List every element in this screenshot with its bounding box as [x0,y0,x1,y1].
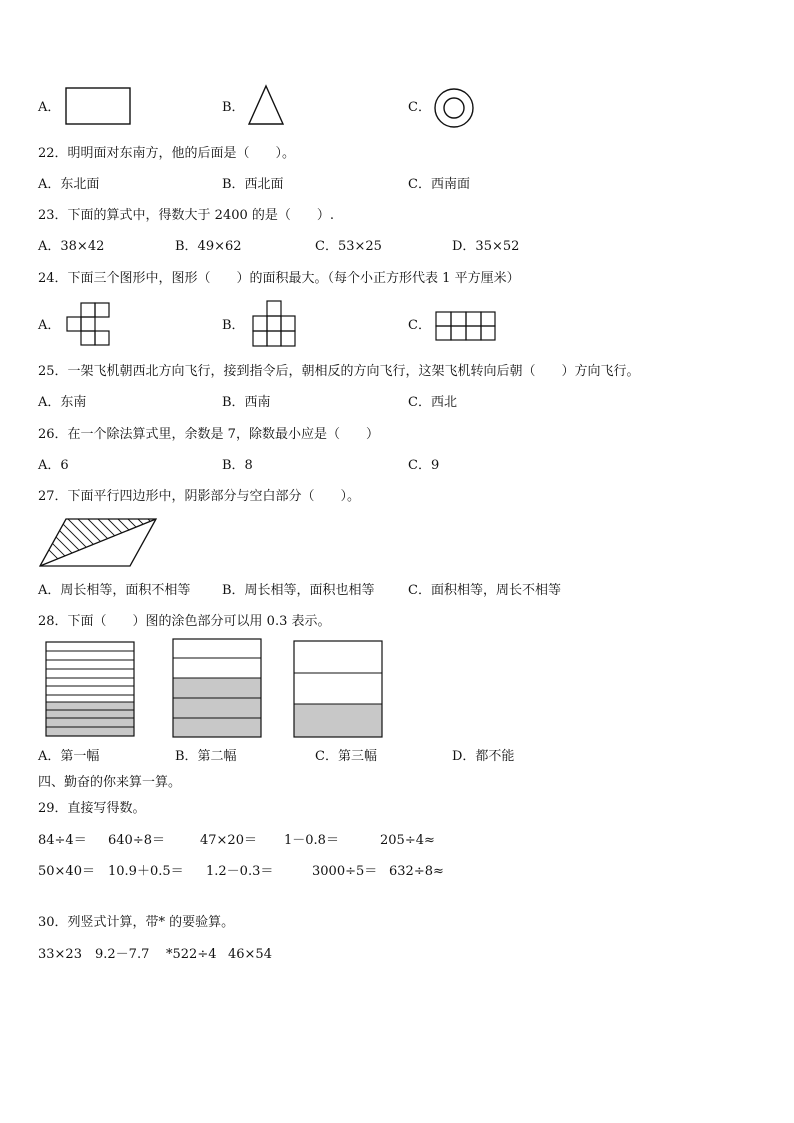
rectangle-figure [65,87,131,125]
q28-option-b[interactable]: B．第二幅 [175,749,237,764]
q29-item: 3000÷5＝ [312,864,378,879]
q28-option-d[interactable]: D．都不能 [452,749,515,764]
section-4-title: 四、勤奋的你来算一算。 [38,775,182,790]
q21-option-a-label: A． [38,100,61,115]
q27-option-b[interactable]: B．周长相等，面积也相等 [222,583,375,598]
q29-item: 1－0.8＝ [284,833,339,848]
grid-figure-a [66,302,112,348]
q26-stem: 26．在一个除法算式里，余数是 7，除数最小应是（ ） [38,427,379,442]
q25-stem: 25．一架飞机朝西北方向飞行，接到指令后，朝相反的方向飞行，这架飞机转向后朝（ ）方向飞行。 [38,364,640,379]
q29-item: 1.2－0.3＝ [206,864,274,879]
q21-option-b-label: B． [222,100,245,115]
q29-item: 84÷4＝ [38,833,87,848]
grid-figure-b [252,300,298,350]
q22-stem: 22．明明面对东南方，他的后面是（ ）。 [38,146,296,161]
q30-item: *522÷4 [166,947,217,962]
fraction-figure-1 [45,640,137,738]
q28-stem: 28．下面（ ）图的涂色部分可以用 0.3 表示。 [38,614,331,629]
q24-option-b-label[interactable]: B． [222,318,245,333]
q28-option-c[interactable]: C．第三幅 [315,749,377,764]
triangle-figure [247,84,285,126]
q25-option-b[interactable]: B．西南 [222,395,271,410]
q30-item: 9.2－7.7 [95,947,150,962]
q28-option-a[interactable]: A．第一幅 [38,749,100,764]
q22-option-a[interactable]: A．东北面 [38,177,100,192]
q23-option-c[interactable]: C．53×25 [315,239,382,254]
q30-item: 46×54 [228,947,272,962]
q29-stem: 29．直接写得数。 [38,801,146,816]
q29-item: 10.9＋0.5＝ [108,864,184,879]
q30-stem: 30．列竖式计算，带* 的要验算。 [38,915,235,930]
q23-option-a[interactable]: A．38×42 [38,239,105,254]
q24-stem: 24．下面三个图形中，图形（ ）的面积最大。（每个小正方形代表 1 平方厘米） [38,271,520,286]
q26-option-b[interactable]: B．8 [222,458,253,473]
fraction-figure-3 [293,640,385,740]
q23-option-d[interactable]: D．35×52 [452,239,520,254]
q29-item: 47×20＝ [200,833,257,848]
q30-item: 33×23 [38,947,82,962]
q29-item: 50×40＝ [38,864,95,879]
q27-option-a[interactable]: A．周长相等，面积不相等 [38,583,191,598]
fraction-figure-2 [172,638,264,740]
ring-figure [433,87,475,129]
q26-option-c[interactable]: C．9 [408,458,440,473]
q26-option-a[interactable]: A．6 [38,458,69,473]
q29-item: 632÷8≈ [389,864,444,879]
q27-option-c[interactable]: C．面积相等，周长不相等 [408,583,561,598]
q27-stem: 27．下面平行四边形中，阴影部分与空白部分（ ）。 [38,489,361,504]
q25-option-c[interactable]: C．西北 [408,395,457,410]
q29-item: 205÷4≈ [380,833,435,848]
q24-option-a-label[interactable]: A． [38,318,61,333]
grid-figure-c [435,311,497,343]
q23-option-b[interactable]: B．49×62 [175,239,242,254]
parallelogram-figure [38,517,158,569]
q29-item: 640÷8＝ [108,833,165,848]
q23-stem: 23．下面的算式中，得数大于 2400 的是（ ）. [38,208,335,223]
q25-option-a[interactable]: A．东南 [38,395,87,410]
q22-option-c[interactable]: C．西南面 [408,177,470,192]
q24-option-c-label[interactable]: C． [408,318,431,333]
q22-option-b[interactable]: B．西北面 [222,177,284,192]
q21-option-c-label: C． [408,100,431,115]
